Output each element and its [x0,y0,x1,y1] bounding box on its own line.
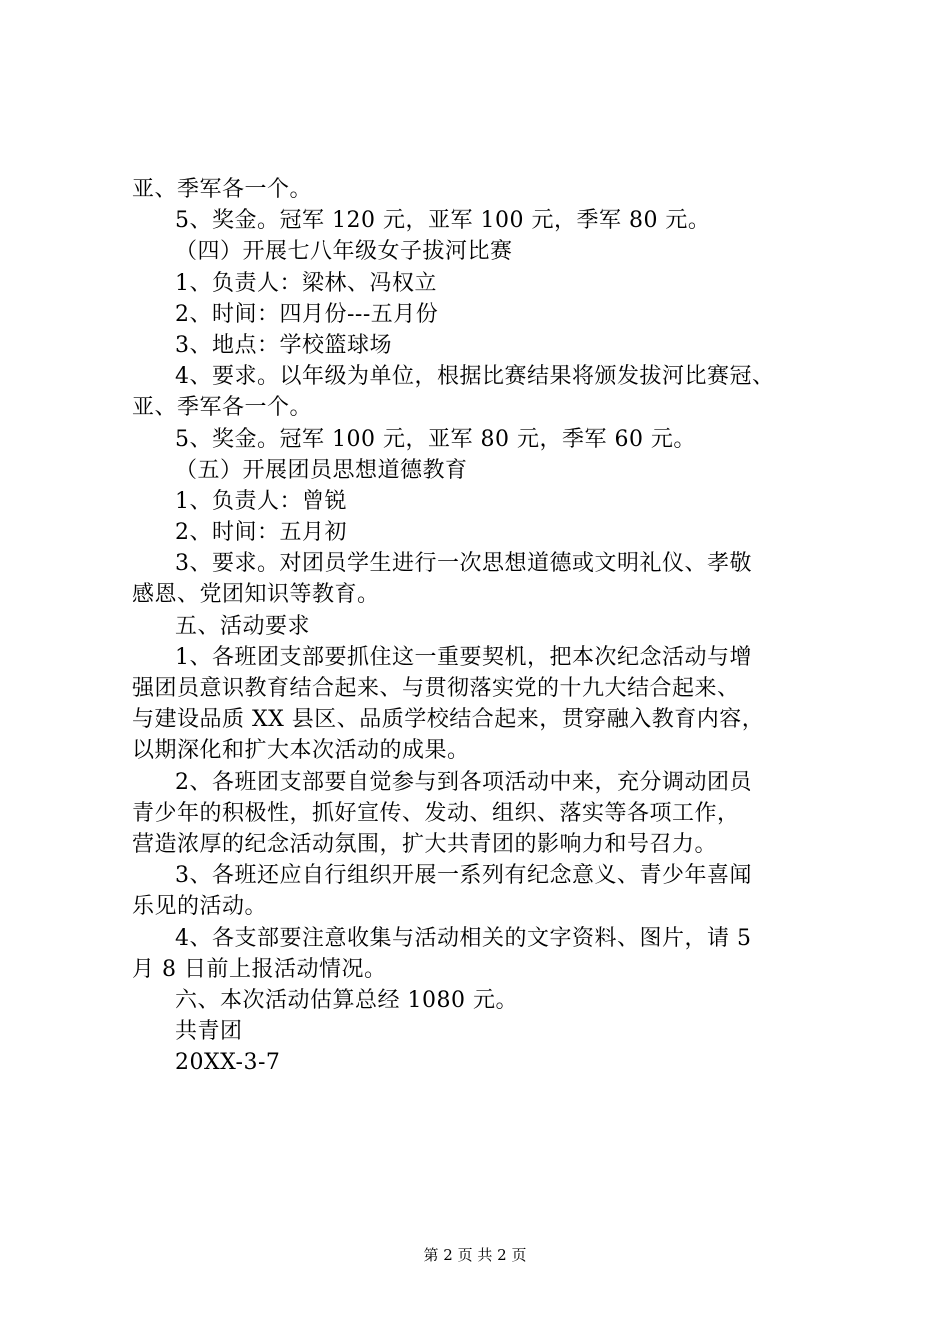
text-line: 2、时间：四月份---五月份 [175,301,439,327]
text-line: 五、活动要求 [175,613,311,639]
text-line: 5、奖金。冠军 120 元，亚军 100 元，季军 80 元。 [175,208,711,234]
text-line: 3、要求。对团员学生进行一次思想道德或文明礼仪、孝敬 [175,551,752,577]
text-line: 3、地点：学校篮球场 [175,332,392,358]
text-line: 月 8 日前上报活动情况。 [132,956,387,982]
text-line: 5、奖金。冠军 100 元，亚军 80 元，季军 60 元。 [175,426,696,452]
text-line: （五）开展团员思想道德教育 [175,457,468,483]
text-line: 亚、季军各一个。 [132,395,313,421]
text-line: 强团员意识教育结合起来、与贯彻落实党的十九大结合起来、 [132,676,740,701]
page-footer: 第 2 页 共 2 页 [423,1246,527,1264]
text-line: 六、本次活动估算总经 1080 元。 [175,987,518,1013]
text-line: 4、各支部要注意收集与活动相关的文字资料、图片，请 5 [175,925,752,951]
text-line: （四）开展七八年级女子拔河比赛 [175,239,513,265]
text-line: 1、负责人：梁林、冯权立 [175,270,437,296]
text-line: 4、要求。以年级为单位，根据比赛结果将颁发拔河比赛冠、 [175,364,775,390]
text-line: 3、各班还应自行组织开展一系列有纪念意义、青少年喜闻 [175,863,752,889]
text-line: 1、负责人：曾锐 [175,488,347,514]
text-line: 共青团 [175,1019,243,1045]
text-line: 1、各班团支部要抓住这一重要契机，把本次纪念活动与增 [175,644,752,670]
text-line: 青少年的积极性，抓好宣传、发动、组织、落实等各项工作， [132,800,740,826]
text-line: 与建设品质 XX 县区、品质学校结合起来，贯穿融入教育内容， [132,707,765,733]
text-line: 感恩、党团知识等教育。 [132,582,380,608]
text-line: 2、各班团支部要自觉参与到各项活动中来，充分调动团员 [175,769,752,795]
text-line: 2、时间：五月初 [175,520,347,546]
document-body [132,174,832,1078]
text-line: 乐见的活动。 [132,894,268,920]
text-line: 20XX-3-7 [175,1050,281,1076]
text-line: 亚、季军各一个。 [132,177,313,202]
text-line: 营造浓厚的纪念活动氛围，扩大共青团的影响力和号召力。 [132,831,718,857]
text-line: 以期深化和扩大本次活动的成果。 [132,738,470,764]
